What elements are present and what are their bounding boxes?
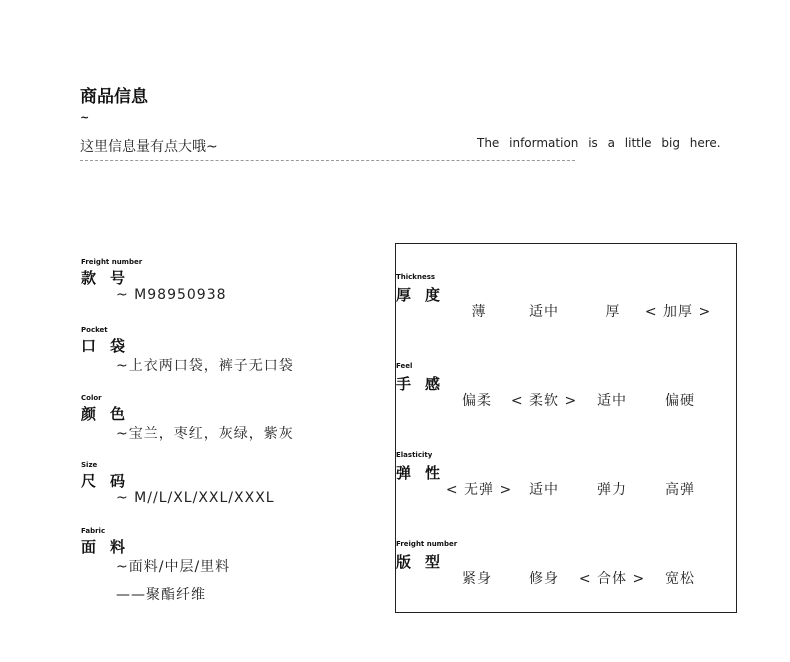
attribute-label-zh: 版型 xyxy=(396,553,455,571)
tilde-mark: ~ xyxy=(80,111,90,124)
spec-label-zh: 颜色 xyxy=(81,405,140,423)
spec-label-en: Size xyxy=(81,461,98,469)
spec-label-en: Color xyxy=(81,394,102,402)
attribute-option: 适中 xyxy=(529,482,559,498)
subtitle-english: The information is a little big here. xyxy=(477,136,721,150)
spec-value-secondary: ——聚酯纤维 xyxy=(116,587,206,603)
attribute-option: 薄 xyxy=(471,304,487,320)
spec-label-en: Fabric xyxy=(81,527,106,535)
attribute-label-en: Thickness xyxy=(396,273,436,281)
section-title: 商品信息 xyxy=(80,87,148,107)
attribute-option: 紧身 xyxy=(462,571,492,587)
attribute-option: 弹力 xyxy=(597,482,627,498)
spec-pocket xyxy=(81,326,294,374)
attribute-label-zh: 手感 xyxy=(396,375,455,393)
attribute-label-en: Elasticity xyxy=(396,451,433,459)
attribute-option-selected: < 合体 > xyxy=(578,571,646,587)
spec-label-zh: 尺码 xyxy=(81,472,140,490)
attribute-option-selected: < 无弹 > xyxy=(445,482,513,498)
spec-fabric xyxy=(81,527,231,603)
spec-value: ~ M98950938 xyxy=(116,287,227,303)
spec-label-zh: 款号 xyxy=(81,269,140,287)
attribute-box xyxy=(395,243,737,613)
spec-value: ~宝兰，枣红，灰绿，紫灰 xyxy=(116,426,294,442)
attribute-option: 偏硬 xyxy=(665,393,695,409)
spec-value: ~上衣两口袋，裤子无口袋 xyxy=(116,358,294,374)
spec-label-en: Pocket xyxy=(81,326,108,334)
attribute-option: 宽松 xyxy=(665,571,695,587)
spec-color xyxy=(81,394,294,442)
attribute-option-selected: < 加厚 > xyxy=(644,304,712,320)
spec-label-zh: 面料 xyxy=(81,538,140,556)
subtitle-chinese: 这里信息量有点大哦~ xyxy=(80,139,218,155)
attribute-option: 偏柔 xyxy=(462,393,492,409)
spec-freight-number xyxy=(81,258,227,303)
attribute-option: 修身 xyxy=(529,571,559,587)
spec-value: ~面料/中层/里料 xyxy=(116,559,231,575)
attribute-label-zh: 弹性 xyxy=(396,464,455,482)
spec-label-zh: 口袋 xyxy=(81,337,140,355)
dashed-divider xyxy=(80,160,575,161)
attribute-label-en: Feel xyxy=(396,362,413,370)
attribute-option: 厚 xyxy=(605,304,621,320)
attribute-option: 适中 xyxy=(597,393,627,409)
attribute-option: 高弹 xyxy=(665,482,695,498)
attribute-option: 适中 xyxy=(529,304,559,320)
spec-size xyxy=(81,461,275,506)
attribute-option-selected: < 柔软 > xyxy=(510,393,578,409)
spec-label-en: Freight number xyxy=(81,258,143,266)
spec-value: ~ M//L/XL/XXL/XXXL xyxy=(116,490,275,506)
attribute-label-zh: 厚度 xyxy=(396,286,455,304)
attribute-label-en: Freight number xyxy=(396,540,458,548)
